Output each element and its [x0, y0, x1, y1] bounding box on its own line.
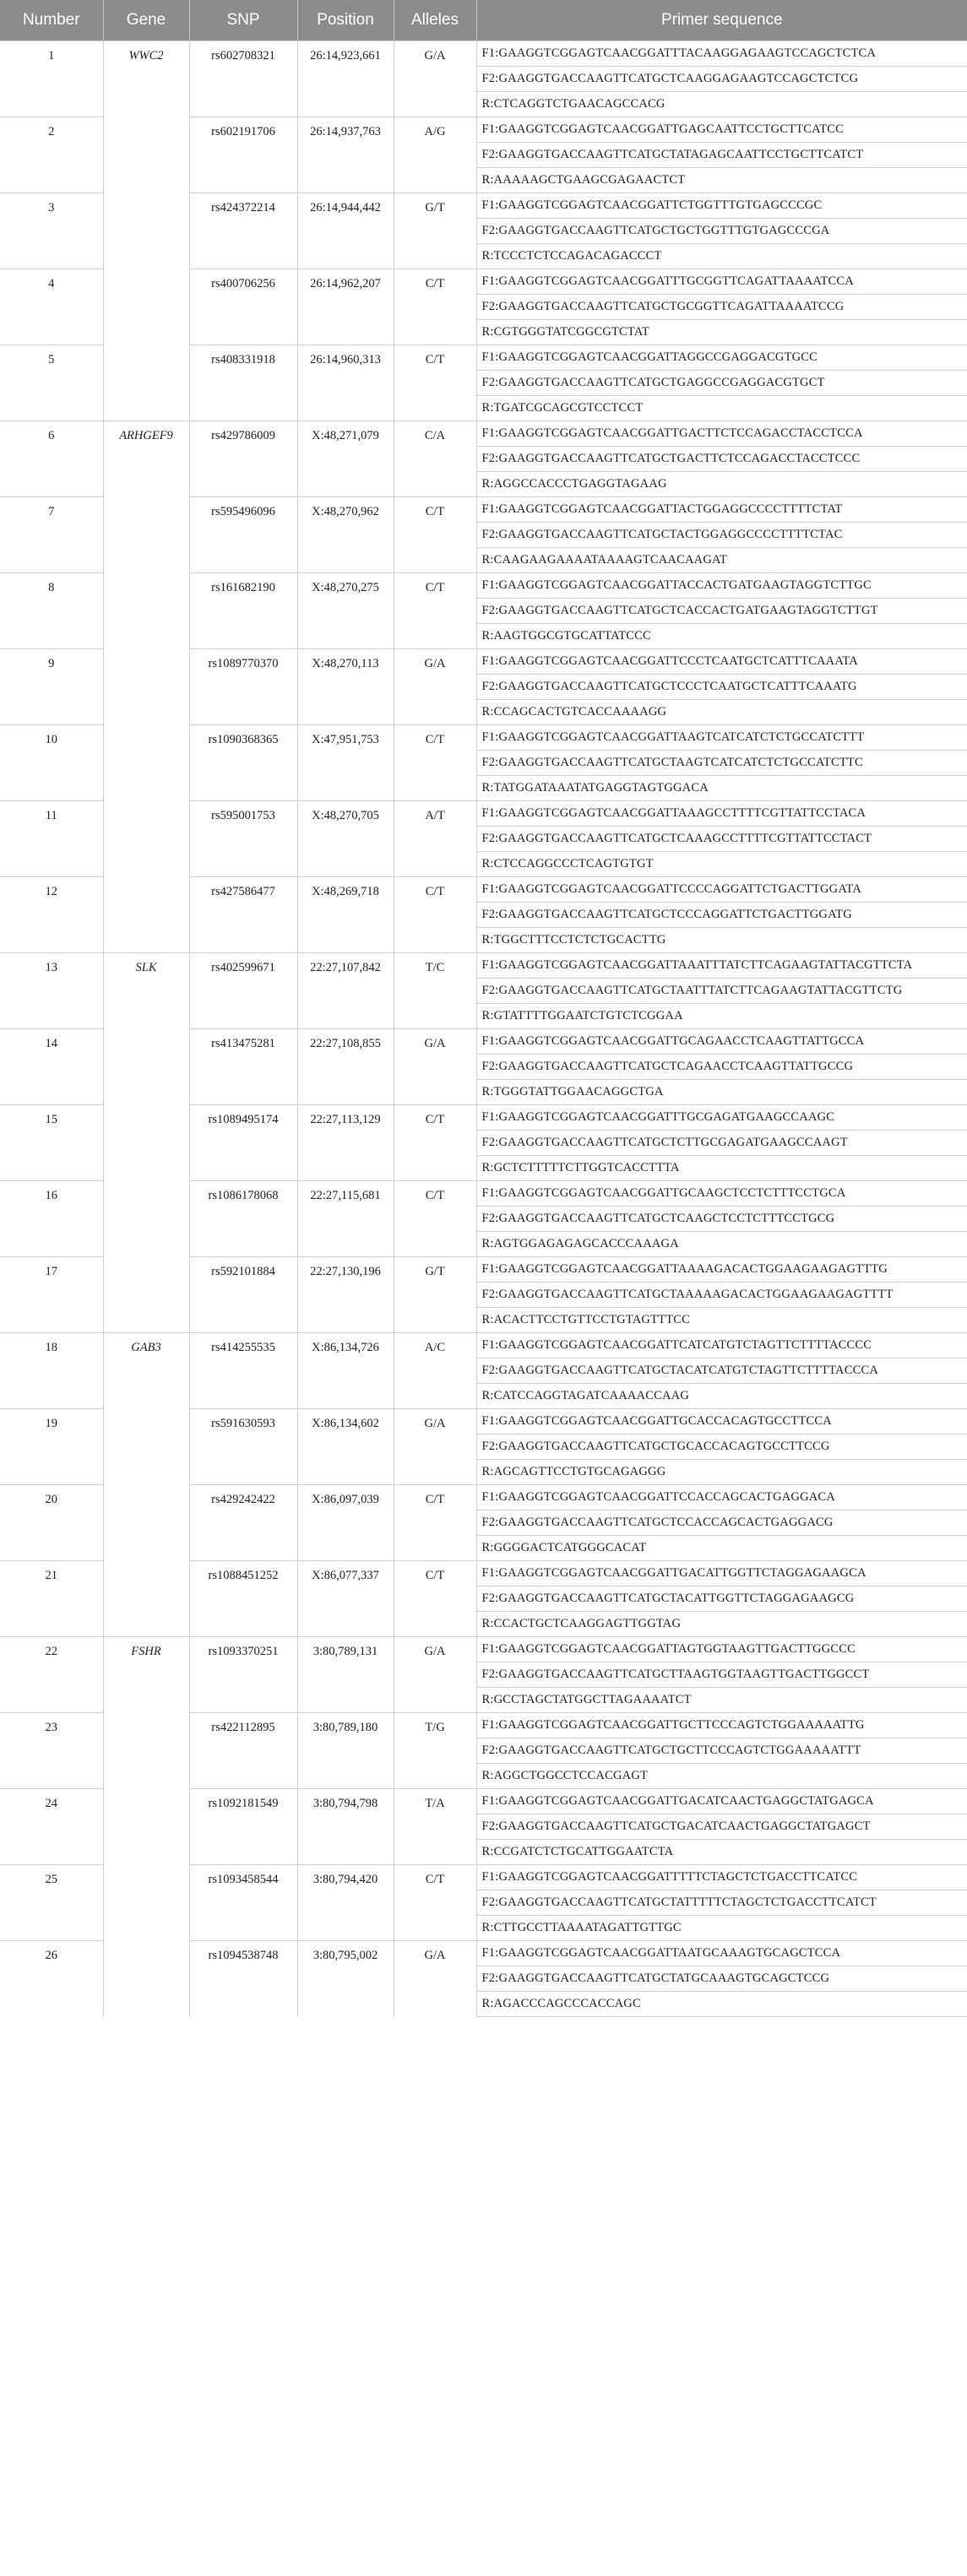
snp-alleles: A/T: [394, 801, 476, 877]
row-number: 15: [0, 1105, 103, 1181]
header-number: Number: [0, 0, 103, 41]
primer-r: R:ACACTTCCTGTTCCTGTAGTTTCC: [476, 1308, 967, 1333]
snp-alleles: T/C: [394, 953, 476, 1029]
primer-f2: F2:GAAGGTGACCAAGTTCATGCTCAAGGAGAAGTCCAGCTCTCG: [476, 67, 967, 92]
snp-alleles: T/A: [394, 1789, 476, 1865]
header-primer-sequence: Primer sequence: [476, 0, 967, 41]
snp-alleles: C/A: [394, 421, 476, 497]
header-alleles: Alleles: [394, 0, 476, 41]
snp-position: 22:27,115,681: [297, 1181, 394, 1257]
primer-f2: F2:GAAGGTGACCAAGTTCATGCTGACTTCTCCAGACCTACCTCCC: [476, 447, 967, 472]
snp-position: X:86,134,726: [297, 1333, 394, 1409]
primer-f1: F1:GAAGGTCGGAGTCAACGGATTAAAAGACACTGGAAGAAGAGTTTG: [476, 1257, 967, 1283]
primer-f1: F1:GAAGGTCGGAGTCAACGGATTGACATTGGTTCTAGGAGAAGCA: [476, 1561, 967, 1586]
primer-r: R:CATCCAGGTAGATCAAAACCAAG: [476, 1384, 967, 1409]
row-number: 21: [0, 1561, 103, 1637]
snp-id: rs413475281: [189, 1029, 297, 1105]
snp-alleles: C/T: [394, 345, 476, 421]
snp-position: 3:80,789,131: [297, 1637, 394, 1713]
row-number: 10: [0, 725, 103, 801]
row-number: 9: [0, 649, 103, 725]
primer-f1: F1:GAAGGTCGGAGTCAACGGATTAGGCCGAGGACGTGCC: [476, 345, 967, 371]
snp-id: rs602708321: [189, 41, 297, 117]
primer-f2: F2:GAAGGTGACCAAGTTCATGCTATTTTTCTAGCTCTGACCTTCATCT: [476, 1890, 967, 1916]
gene-name: FSHR: [103, 1637, 189, 2017]
row-number: 18: [0, 1333, 103, 1409]
primer-f1: F1:GAAGGTCGGAGTCAACGGATTTGCGGTTCAGATTAAAATCCA: [476, 269, 967, 295]
snp-id: rs1089770370: [189, 649, 297, 725]
primer-r: R:CCAGCACTGTCACCAAAAGG: [476, 700, 967, 725]
snp-position: X:48,270,275: [297, 573, 394, 649]
snp-id: rs427586477: [189, 877, 297, 953]
row-number: 3: [0, 193, 103, 269]
snp-position: X:48,270,705: [297, 801, 394, 877]
gene-name: SLK: [103, 953, 189, 1333]
row-number: 26: [0, 1941, 103, 2017]
primer-f1: F1:GAAGGTCGGAGTCAACGGATTTACAAGGAGAAGTCCAGCTCTCA: [476, 41, 967, 67]
primer-f1: F1:GAAGGTCGGAGTCAACGGATTCTGGTTTGTGAGCCCGC: [476, 193, 967, 219]
snp-id: rs429786009: [189, 421, 297, 497]
snp-position: X:86,097,039: [297, 1485, 394, 1561]
snp-alleles: C/T: [394, 573, 476, 649]
row-number: 7: [0, 497, 103, 573]
primer-f2: F2:GAAGGTGACCAAGTTCATGCTGACATCAACTGAGGCTATGAGCT: [476, 1814, 967, 1840]
snp-id: rs1093370251: [189, 1637, 297, 1713]
primer-f1: F1:GAAGGTCGGAGTCAACGGATTACCACTGATGAAGTAGGTCTTGC: [476, 573, 967, 599]
snp-position: X:47,951,753: [297, 725, 394, 801]
snp-alleles: C/T: [394, 269, 476, 345]
primer-f1: F1:GAAGGTCGGAGTCAACGGATTGCAGAACCTCAAGTTATTGCCA: [476, 1029, 967, 1055]
snp-alleles: C/T: [394, 1105, 476, 1181]
snp-id: rs595496096: [189, 497, 297, 573]
row-number: 6: [0, 421, 103, 497]
snp-alleles: G/T: [394, 193, 476, 269]
header-gene: Gene: [103, 0, 189, 41]
primer-r: R:AAAAAGCTGAAGCGAGAACTCT: [476, 168, 967, 193]
snp-position: 26:14,937,763: [297, 117, 394, 193]
snp-position: 22:27,108,855: [297, 1029, 394, 1105]
primer-f2: F2:GAAGGTGACCAAGTTCATGCTACTGGAGGCCCCTTTTCTAC: [476, 523, 967, 548]
primer-f2: F2:GAAGGTGACCAAGTTCATGCTGCTGGTTTGTGAGCCCGA: [476, 219, 967, 244]
primer-f1: F1:GAAGGTCGGAGTCAACGGATTGACATCAACTGAGGCTATGAGCA: [476, 1789, 967, 1814]
snp-alleles: C/T: [394, 1485, 476, 1561]
snp-id: rs1089495174: [189, 1105, 297, 1181]
snp-id: rs1092181549: [189, 1789, 297, 1865]
snp-id: rs161682190: [189, 573, 297, 649]
header-snp: SNP: [189, 0, 297, 41]
row-number: 16: [0, 1181, 103, 1257]
primer-f2: F2:GAAGGTGACCAAGTTCATGCTGCTTCCCAGTCTGGAAAAATTT: [476, 1738, 967, 1764]
snp-id: rs1094538748: [189, 1941, 297, 2017]
snp-id: rs1090368365: [189, 725, 297, 801]
table-row: [0, 1333, 967, 1359]
snp-position: 22:27,113,129: [297, 1105, 394, 1181]
snp-position: X:86,134,602: [297, 1409, 394, 1485]
snp-position: 26:14,960,313: [297, 345, 394, 421]
primer-r: R:GTATTTTGGAATCTGTCTCGGAA: [476, 1004, 967, 1029]
primer-f1: F1:GAAGGTCGGAGTCAACGGATTTTTCTAGCTCTGACCTTCATCC: [476, 1865, 967, 1890]
primer-f2: F2:GAAGGTGACCAAGTTCATGCTAAAAAGACACTGGAAGAAGAGTTTT: [476, 1283, 967, 1308]
primer-f1: F1:GAAGGTCGGAGTCAACGGATTTGCGAGATGAAGCCAAGC: [476, 1105, 967, 1131]
snp-alleles: G/A: [394, 1409, 476, 1485]
snp-position: X:48,269,718: [297, 877, 394, 953]
primer-f2: F2:GAAGGTGACCAAGTTCATGCTGAGGCCGAGGACGTGCT: [476, 371, 967, 396]
primer-r: R:TATGGATAAATATGAGGTAGTGGACA: [476, 776, 967, 801]
primer-f2: F2:GAAGGTGACCAAGTTCATGCTCCCTCAATGCTCATTTCAAATG: [476, 675, 967, 700]
row-number: 23: [0, 1713, 103, 1789]
snp-id: rs602191706: [189, 117, 297, 193]
primer-f2: F2:GAAGGTGACCAAGTTCATGCTCACCACTGATGAAGTAGGTCTTGT: [476, 599, 967, 624]
primer-r: R:CTTGCCTTAAAATAGATTGTTGC: [476, 1916, 967, 1941]
snp-alleles: C/T: [394, 725, 476, 801]
row-number: 1: [0, 41, 103, 117]
primer-f1: F1:GAAGGTCGGAGTCAACGGATTGCTTCCCAGTCTGGAAAAATTG: [476, 1713, 967, 1738]
row-number: 5: [0, 345, 103, 421]
primer-r: R:AGCAGTTCCTGTGCAGAGGG: [476, 1460, 967, 1485]
table-row: [0, 1637, 967, 1662]
snp-position: 3:80,789,180: [297, 1713, 394, 1789]
primer-f2: F2:GAAGGTGACCAAGTTCATGCTATAGAGCAATTCCTGCTTCATCT: [476, 143, 967, 168]
row-number: 13: [0, 953, 103, 1029]
primer-f1: F1:GAAGGTCGGAGTCAACGGATTGACTTCTCCAGACCTACCTCCA: [476, 421, 967, 447]
snp-id: rs1093458544: [189, 1865, 297, 1941]
table-row: [0, 953, 967, 979]
snp-position: 3:80,794,420: [297, 1865, 394, 1941]
primer-f1: F1:GAAGGTCGGAGTCAACGGATTAAGTCATCATCTCTGCCATCTTT: [476, 725, 967, 751]
snp-alleles: G/A: [394, 1029, 476, 1105]
snp-id: rs592101884: [189, 1257, 297, 1333]
snp-alleles: C/T: [394, 497, 476, 573]
row-number: 11: [0, 801, 103, 877]
primer-r: R:TGGGTATTGGAACAGGCTGA: [476, 1080, 967, 1105]
header-row: [0, 0, 967, 41]
snp-position: X:48,270,113: [297, 649, 394, 725]
primer-r: R:GCCTAGCTATGGCTTAGAAAATCT: [476, 1688, 967, 1713]
row-number: 25: [0, 1865, 103, 1941]
snp-id: rs402599671: [189, 953, 297, 1029]
row-number: 4: [0, 269, 103, 345]
primer-f2: F2:GAAGGTGACCAAGTTCATGCTACATTGGTTCTAGGAGAAGCG: [476, 1586, 967, 1612]
row-number: 17: [0, 1257, 103, 1333]
primer-r: R:CCACTGCTCAAGGAGTTGGTAG: [476, 1612, 967, 1637]
primer-f2: F2:GAAGGTGACCAAGTTCATGCTCAAAGCCTTTTCGTTATTCCTACT: [476, 827, 967, 852]
primer-r: R:GGGGACTCATGGGCACAT: [476, 1536, 967, 1561]
primer-f2: F2:GAAGGTGACCAAGTTCATGCTTAAGTGGTAAGTTGACTTGGCCT: [476, 1662, 967, 1688]
header-position: Position: [297, 0, 394, 41]
row-number: 20: [0, 1485, 103, 1561]
primer-f1: F1:GAAGGTCGGAGTCAACGGATTAATGCAAAGTGCAGCTCCA: [476, 1941, 967, 1966]
snp-id: rs1086178068: [189, 1181, 297, 1257]
snp-position: 26:14,923,661: [297, 41, 394, 117]
snp-position: X:48,271,079: [297, 421, 394, 497]
snp-alleles: A/G: [394, 117, 476, 193]
primer-f2: F2:GAAGGTGACCAAGTTCATGCTCTTGCGAGATGAAGCCAAGT: [476, 1131, 967, 1156]
primer-f1: F1:GAAGGTCGGAGTCAACGGATTCCACCAGCACTGAGGACA: [476, 1485, 967, 1510]
primer-r: R:GCTCTTTTTCTTGGTCACCTTTA: [476, 1156, 967, 1181]
primer-r: R:AGGCCACCCTGAGGTAGAAG: [476, 472, 967, 497]
snp-position: 26:14,962,207: [297, 269, 394, 345]
row-number: 22: [0, 1637, 103, 1713]
snp-alleles: G/A: [394, 649, 476, 725]
snp-position: 3:80,794,798: [297, 1789, 394, 1865]
primer-r: R:CGTGGGTATCGGCGTCTAT: [476, 320, 967, 345]
snp-id: rs414255535: [189, 1333, 297, 1409]
snp-id: rs591630593: [189, 1409, 297, 1485]
primer-f2: F2:GAAGGTGACCAAGTTCATGCTGCGGTTCAGATTAAAATCCG: [476, 295, 967, 320]
primer-f2: F2:GAAGGTGACCAAGTTCATGCTAATTTATCTTCAGAAGTATTACGTTCTG: [476, 979, 967, 1004]
row-number: 24: [0, 1789, 103, 1865]
snp-id: rs400706256: [189, 269, 297, 345]
primer-f1: F1:GAAGGTCGGAGTCAACGGATTAAAGCCTTTTCGTTATTCCTACA: [476, 801, 967, 827]
primer-f1: F1:GAAGGTCGGAGTCAACGGATTGCACCACAGTGCCTTCCA: [476, 1409, 967, 1434]
gene-name: GAB3: [103, 1333, 189, 1637]
snp-alleles: A/C: [394, 1333, 476, 1409]
row-number: 19: [0, 1409, 103, 1485]
primer-r: R:AGACCCAGCCCACCAGC: [476, 1992, 967, 2017]
snp-alleles: C/T: [394, 877, 476, 953]
snp-id: rs429242422: [189, 1485, 297, 1561]
primer-f2: F2:GAAGGTGACCAAGTTCATGCTACATCATGTCTAGTTCTTTTACCCA: [476, 1359, 967, 1384]
snp-id: rs408331918: [189, 345, 297, 421]
table-row: [0, 41, 967, 67]
primer-f1: F1:GAAGGTCGGAGTCAACGGATTAGTGGTAAGTTGACTTGGCCC: [476, 1637, 967, 1662]
snp-alleles: T/G: [394, 1713, 476, 1789]
primer-r: R:TGGCTTTCCTCTCTGCACTTG: [476, 928, 967, 953]
primer-r: R:CTCAGGTCTGAACAGCCACG: [476, 92, 967, 117]
snp-alleles: G/T: [394, 1257, 476, 1333]
primer-f1: F1:GAAGGTCGGAGTCAACGGATTACTGGAGGCCCCTTTTCTAT: [476, 497, 967, 523]
row-number: 12: [0, 877, 103, 953]
primer-f1: F1:GAAGGTCGGAGTCAACGGATTCCCTCAATGCTCATTTCAAATA: [476, 649, 967, 675]
snp-position: 22:27,130,196: [297, 1257, 394, 1333]
primer-f2: F2:GAAGGTGACCAAGTTCATGCTCAGAACCTCAAGTTATTGCCG: [476, 1055, 967, 1080]
row-number: 14: [0, 1029, 103, 1105]
primer-f1: F1:GAAGGTCGGAGTCAACGGATTCATCATGTCTAGTTCTTTTACCCC: [476, 1333, 967, 1359]
row-number: 2: [0, 117, 103, 193]
gene-name: WWC2: [103, 41, 189, 421]
primer-r: R:TCCCTCTCCAGACAGACCCT: [476, 244, 967, 269]
primer-r: R:AGGCTGGCCTCCACGAGT: [476, 1764, 967, 1789]
table-row: [0, 421, 967, 447]
snp-alleles: G/A: [394, 41, 476, 117]
primer-r: R:AGTGGAGAGAGCACCCAAAGA: [476, 1232, 967, 1257]
snp-alleles: C/T: [394, 1865, 476, 1941]
primer-f1: F1:GAAGGTCGGAGTCAACGGATTGCAAGCTCCTCTTTCCTGCA: [476, 1181, 967, 1207]
snp-id: rs595001753: [189, 801, 297, 877]
snp-position: 3:80,795,002: [297, 1941, 394, 2017]
primer-f2: F2:GAAGGTGACCAAGTTCATGCTGCACCACAGTGCCTTCCG: [476, 1434, 967, 1460]
row-number: 8: [0, 573, 103, 649]
gene-name: ARHGEF9: [103, 421, 189, 953]
snp-position: 22:27,107,842: [297, 953, 394, 1029]
snp-id: rs422112895: [189, 1713, 297, 1789]
snp-position: 26:14,944,442: [297, 193, 394, 269]
snp-id: rs1088451252: [189, 1561, 297, 1637]
primer-f2: F2:GAAGGTGACCAAGTTCATGCTCAAGCTCCTCTTTCCTGCG: [476, 1207, 967, 1232]
snp-alleles: G/A: [394, 1637, 476, 1713]
table-body: [0, 41, 967, 2017]
primer-f1: F1:GAAGGTCGGAGTCAACGGATTCCCCAGGATTCTGACTTGGATA: [476, 877, 967, 903]
primer-f2: F2:GAAGGTGACCAAGTTCATGCTAAGTCATCATCTCTGCCATCTTC: [476, 751, 967, 776]
primer-f2: F2:GAAGGTGACCAAGTTCATGCTCCACCAGCACTGAGGACG: [476, 1510, 967, 1536]
primer-r: R:CCGATCTCTGCATTGGAATCTA: [476, 1840, 967, 1865]
snp-id: rs424372214: [189, 193, 297, 269]
snp-alleles: G/A: [394, 1941, 476, 2017]
primer-f1: F1:GAAGGTCGGAGTCAACGGATTGAGCAATTCCTGCTTCATCC: [476, 117, 967, 143]
primer-f1: F1:GAAGGTCGGAGTCAACGGATTAAATTTATCTTCAGAAGTATTACGTTCTA: [476, 953, 967, 979]
snp-alleles: C/T: [394, 1181, 476, 1257]
snp-position: X:86,077,337: [297, 1561, 394, 1637]
primer-r: R:TGATCGCAGCGTCCTCCT: [476, 396, 967, 421]
primer-f2: F2:GAAGGTGACCAAGTTCATGCTCCCAGGATTCTGACTTGGATG: [476, 903, 967, 928]
primer-r: R:CAAGAAGAAAATAAAAGTCAACAAGAT: [476, 548, 967, 573]
snp-alleles: C/T: [394, 1561, 476, 1637]
primer-r: R:AAGTGGCGTGCATTATCCC: [476, 624, 967, 649]
snp-position: X:48,270,962: [297, 497, 394, 573]
primer-f2: F2:GAAGGTGACCAAGTTCATGCTATGCAAAGTGCAGCTCCG: [476, 1966, 967, 1992]
primer-r: R:CTCCAGGCCCTCAGTGTGT: [476, 852, 967, 877]
